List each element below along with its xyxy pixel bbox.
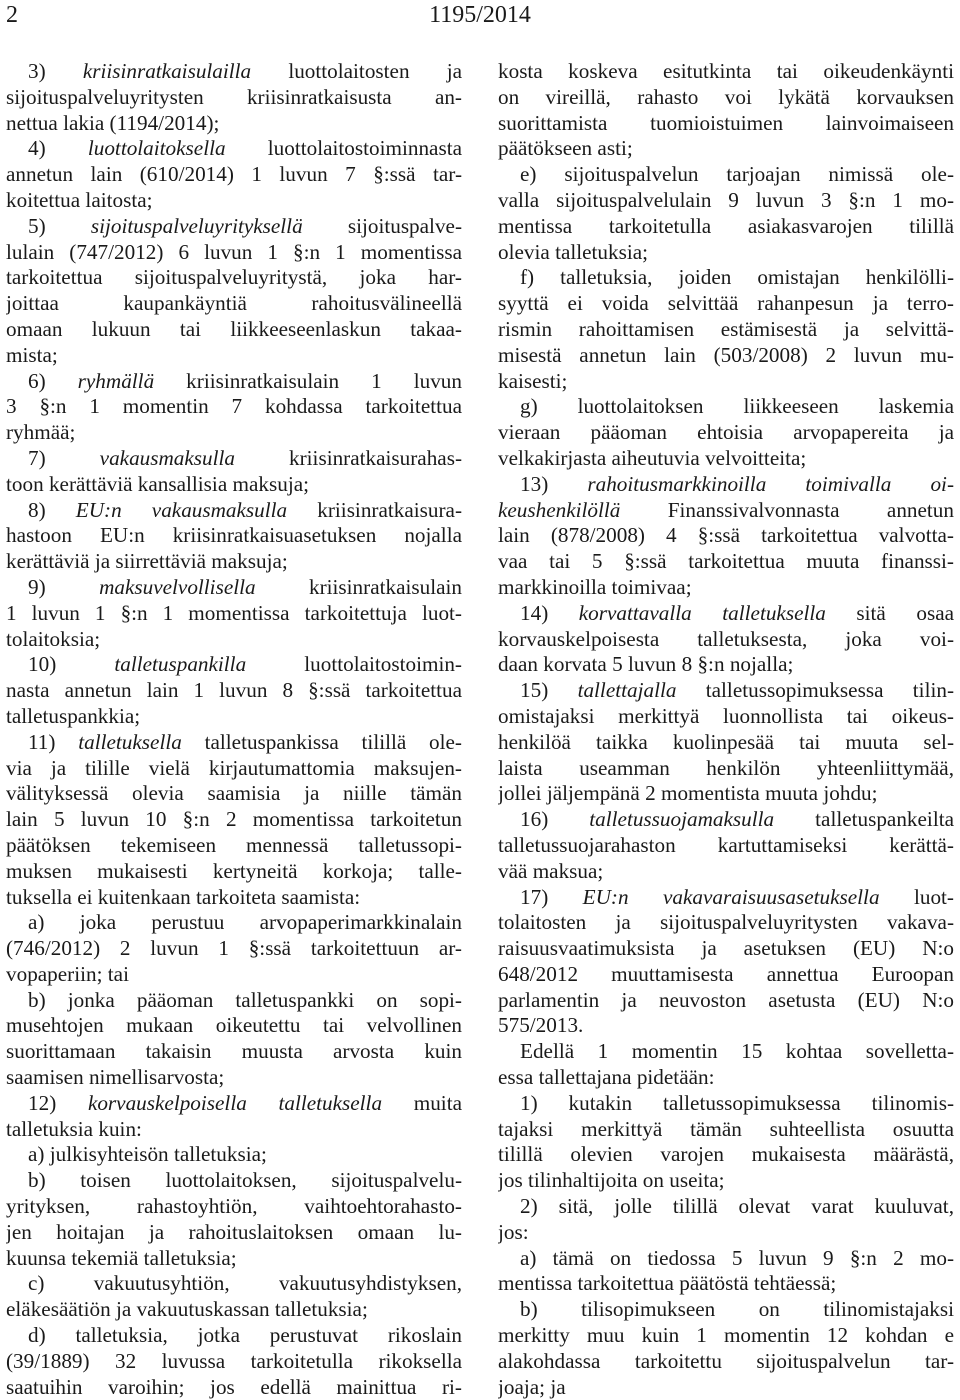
paragraph [6,1142,462,1168]
defined-term: EU:n vakavaraisuusasetuksella [582,884,880,909]
left-column [6,59,462,1400]
text-line: jos: [498,1219,529,1244]
text-line [6,575,462,601]
text-line: a) julkisyhteisön talletuksia; [28,1142,267,1167]
defined-term: vakausmaksulla [99,445,236,470]
text-line [498,885,954,911]
paragraph [498,162,954,265]
paragraph [498,394,954,471]
item-number: 16) [520,807,590,832]
text-line: tolaitosten ja sijoituspalveluyritysten vakava- [498,910,954,935]
right-column [498,59,954,1400]
text-line: hastoon EU:n kriisinratkaisuasetuksen nojalla [6,523,462,548]
text-line: nasta annetun lain 1 luvun 8 §:ssä tarkoitettua [6,678,462,703]
text-line: 3 §:n 1 momentin 7 kohdassa tarkoitettua [6,394,462,419]
text-line: misestä annetun lain (503/2008) 2 luvun mu- [498,342,954,367]
item-number: 7) [28,445,100,470]
paragraph [498,1297,954,1400]
item-number: 6) [28,368,78,393]
text-line [6,446,462,472]
paragraph [6,1091,462,1143]
item-number: 5) [28,213,91,238]
text-line: tilillä olevien varojen mukaisesta määrästä, [498,1142,954,1167]
defined-term: ryhmällä [77,368,155,393]
text-line: lain (878/2008) 4 §:ssä tarkoitettua valvotta- [498,523,954,548]
text-line: (746/2012) 2 luvun 1 §:ssä tarkoitettuun ar- [6,936,462,961]
document-number: 1195/2014 [429,2,531,28]
text-line: mentissa tarkoitettua päätöstä tehtäessä; [498,1271,837,1296]
text-line: nettua lakia (1194/2014); [6,110,220,135]
text-line: henkilöä taikka kuolinpesää tai muuta sel- [498,729,954,754]
definition-text: kriisinratkaisura- [287,497,462,522]
text-line: päätökseen asti; [498,136,633,161]
text-line: kerättäviä ja siirrettäviä maksuja; [6,549,288,574]
text-line: a) tämä on tiedossa 5 luvun 9 §:n 2 mo- [520,1245,954,1270]
text-line [498,807,954,833]
text-line: jen hoitajan ja rahoituslaitoksen omaan lu- [6,1219,462,1244]
text-line: kosta koskeva esitutkinta tai oikeudenkäynti [498,59,954,83]
text-line [6,59,462,85]
paragraph [6,988,462,1091]
text-line: kuunsa tekemiä talletuksia; [6,1245,237,1270]
definition-text: sitä osaa [825,600,954,625]
text-line: kaisesti; [498,368,568,393]
definition-text: luottolaitosten ja [251,59,462,83]
text-line: saamisen nimellisarvosta; [6,1065,225,1090]
paragraph [6,136,462,213]
paragraph [498,885,954,1040]
paragraph [6,59,462,136]
text-line: talletuspankkia; [6,703,141,728]
defined-term: talletuksella [78,729,182,754]
text-line: b) toisen luottolaitoksen, sijoituspalvelu- [28,1168,462,1193]
text-line: on vireillä, rahasto voi lykätä korvauksen [498,84,954,109]
text-line: 1) kutakin talletussopimuksessa tilinomis- [520,1090,954,1115]
defined-term: korvattavalla talletuksella [578,600,826,625]
text-line: sijoituspalveluyritysten kriisinratkaisusta an- [6,84,462,109]
defined-term: sijoituspalveluyrityksellä [90,213,303,238]
paragraph [6,910,462,987]
definition-text: sijoituspalve- [302,213,462,238]
text-line: muksen mukaisesti kertyneitä korkoja; talle- [6,858,462,883]
definition-text: kriisinratkaisurahas- [235,445,462,470]
text-line: yrityksen, rahastoyhtiön, vaihtoehtorahasto- [6,1194,462,1219]
text-line: via ja tilille vielä kirjautumattomia maksujen- [6,755,462,780]
paragraph [6,652,462,729]
text-line: b) jonka pääoman talletuspankki on sopi- [28,987,462,1012]
definition-text: luottolaitostoiminnasta [225,136,462,161]
text-line: vopaperiin; tai [6,961,129,986]
item-number: 17) [520,884,583,909]
paragraph [498,59,954,162]
text-line: 648/2012 muuttamisesta annettua Euroopan [498,961,954,986]
text-line: tolaitoksia; [6,626,101,651]
text-line: jollei jäljempänä 2 momentista muuta johdu; [498,781,878,806]
text-line: merkitty muu kuin 1 momentin 12 kohdan e [498,1323,954,1348]
paragraph [6,446,462,498]
text-line: joittaa kaupankäyntiä rahoitusvälineellä [6,291,462,316]
text-line: a) joka perustuu arvopaperimarkkinalain [28,910,462,935]
paragraph [6,214,462,369]
text-line: koitettua laitosta; [6,187,153,212]
text-line: c) vakuutusyhtiön, vakuutusyhdistyksen, [28,1271,462,1296]
text-line: vää maksua; [498,858,604,883]
text-line: joaja; ja [498,1374,566,1399]
text-line: 575/2013. [498,1013,584,1038]
text-line: tuksella ei kuitenkaan tarkoiteta saamista: [6,884,361,909]
text-line: alakohdassa tarkoitettu sijoituspalvelun tar- [498,1348,954,1373]
paragraph [498,1039,954,1091]
defined-term: luottolaitoksella [87,136,226,161]
text-line: lulain (747/2012) 6 luvun 1 §:n 1 momentissa [6,239,462,264]
text-line: lain 5 luvun 10 §:n 2 momentissa tarkoitetun [6,807,462,832]
text-line: vaa tai 5 §:ssä tarkoitettua muuta finanssi- [498,549,954,574]
text-line: Edellä 1 momentin 15 kohtaa sovelletta- [520,1039,954,1064]
text-line [6,652,462,678]
item-number: 12) [28,1090,88,1115]
text-line: f) talletuksia, joiden omistajan henkilölli- [520,265,954,290]
text-line: valla sijoituspalvelulain 9 luvun 3 §:n 1 mo- [498,187,954,212]
defined-term: talletuspankilla [114,652,247,677]
text-line: mista; [6,342,58,367]
paragraph [498,678,954,807]
text-line: d) talletuksia, jotka perustuvat rikoslain [28,1323,462,1348]
page-header [0,0,960,34]
defined-term: keushenkilöllä [498,497,621,522]
item-number: 15) [520,678,578,703]
paragraph [6,1323,462,1400]
item-number: 9) [28,574,100,599]
text-line [6,369,462,395]
item-number: 13) [520,471,588,496]
paragraph [6,498,462,575]
text-line [498,472,954,498]
text-line: suorittamaan takaisin muusta arvosta kuin [6,1039,462,1064]
text-line: 1 luvun 1 §:n 1 momentissa tarkoitettuja luot- [6,600,462,625]
paragraph [498,807,954,884]
text-line: essa tallettajana pidetään: [498,1065,715,1090]
definition-text: muita [382,1090,462,1115]
paragraph [498,265,954,394]
definition-text: kriisinratkaisulain [255,574,462,599]
defined-term: rahoitusmarkkinoilla toimivalla oi- [587,471,954,496]
text-line: omistajaksi merkittyä luonnollista tai oikeus- [498,703,954,728]
definition-text: luot- [879,884,954,909]
paragraph [6,1168,462,1271]
text-line [6,214,462,240]
paragraph [498,1194,954,1246]
item-number: 3) [28,59,83,83]
text-line: tarkoitettua sijoituspalveluyritystä, joka har- [6,265,462,290]
text-line: velkakirjasta aiheutuvia velvoitteita; [498,445,807,470]
definition-text: talletuspankeilta [774,807,954,832]
text-line [6,498,462,524]
text-line: ryhmää; [6,420,76,445]
paragraph [6,1271,462,1323]
text-line: musehtojen mukaan oikeutettu tai velvollinen [6,1013,462,1038]
item-number: 4) [28,136,88,161]
text-line: toon kerättäviä kansallisia maksuja; [6,471,310,496]
text-line: välityksessä olevia saamisia ja niille tämän [6,781,462,806]
defined-term: tallettajalla [577,678,677,703]
text-line [498,498,954,524]
text-line: parlamentin ja neuvoston asetusta (EU) N:o [498,987,954,1012]
item-number: 11) [28,729,79,754]
text-line: saatuihin varoihin; jos edellä mainittua ri- [6,1374,462,1399]
paragraph [498,1091,954,1194]
paragraph [498,472,954,601]
text-line: 2) sitä, jolle tilillä olevat varat kuuluvat, [520,1194,954,1219]
definition-text: talletussopimuksessa tilin- [676,678,954,703]
text-line: raisuusvaatimuksista ja asetuksen (EU) N:o [498,936,954,961]
defined-term: talletussuojamaksulla [589,807,775,832]
text-line: mentissa tarkoitetulla asiakasvarojen tilillä [498,213,954,238]
text-line: e) sijoituspalvelun tarjoajan nimissä ole- [520,162,954,187]
definition-text: luottolaitostoimin- [246,652,462,677]
text-line [498,678,954,704]
paragraph [498,601,954,678]
item-number: 8) [28,497,76,522]
item-number: 14) [520,600,579,625]
text-line: annetun lain (610/2014) 1 luvun 7 §:ssä tar- [6,162,462,187]
text-line: (39/1889) 32 luvussa tarkoitetulla rikoksella [6,1348,462,1373]
text-line: eläkesäätiön ja vakuutuskassan talletuksia; [6,1297,368,1322]
paragraph [6,730,462,911]
paragraph [6,575,462,652]
text-line: daan korvata 5 luvun 8 §:n nojalla; [498,652,794,677]
text-line: talletuksia kuin: [6,1116,142,1141]
definition-text: kriisinratkaisulain 1 luvun [154,368,462,393]
text-line: olevia talletuksia; [498,239,649,264]
page-number: 2 [6,2,18,28]
text-line: päätöksen tekemiseen mennessä talletussopi- [6,832,462,857]
text-line [6,730,462,756]
text-line: korvauskelpoisesta talletuksesta, joka voi- [498,626,954,651]
text-line: tajaksi merkittyä tämän suhteellista osuutta [498,1116,954,1141]
text-line: jos tilinhaltijoita on useita; [498,1168,725,1193]
text-line: vieraan pääoman ehtoisia arvopapereita ja [498,420,954,445]
defined-term: EU:n vakausmaksulla [75,497,288,522]
text-line: suorittamista tuomioistuimen lainvoimaiseen [498,110,954,135]
text-line: rismin rahoittamisen estämisestä ja selvittä- [498,316,954,341]
item-number: 10) [28,652,115,677]
text-line: g) luottolaitoksen liikkeeseen laskemia [520,394,954,419]
text-line: markkinoilla toimivaa; [498,574,692,599]
text-line: omaan lukuun tai liikkeeseenlaskun takaa- [6,316,462,341]
text-line [498,601,954,627]
text-line: talletussuojarahaston kartuttamiseksi kerättä- [498,832,954,857]
defined-term: kriisinratkaisulailla [82,59,252,83]
paragraph [498,1246,954,1298]
text-line: b) tilisopimukseen on tilinomistajaksi [520,1297,954,1322]
definition-text: talletuspankissa tilillä ole- [181,729,462,754]
definition-text: Finanssivalvonnasta annetun [620,497,954,522]
text-line [6,136,462,162]
text-line: syyttä ei voida selvittää rahanpesun ja terro- [498,291,954,316]
text-line: laista useamman henkilön yhteenliittymää, [498,755,954,780]
text-line [6,1091,462,1117]
defined-term: maksuvelvollisella [99,574,256,599]
paragraph [6,369,462,446]
defined-term: korvauskelpoisella talletuksella [87,1090,383,1115]
